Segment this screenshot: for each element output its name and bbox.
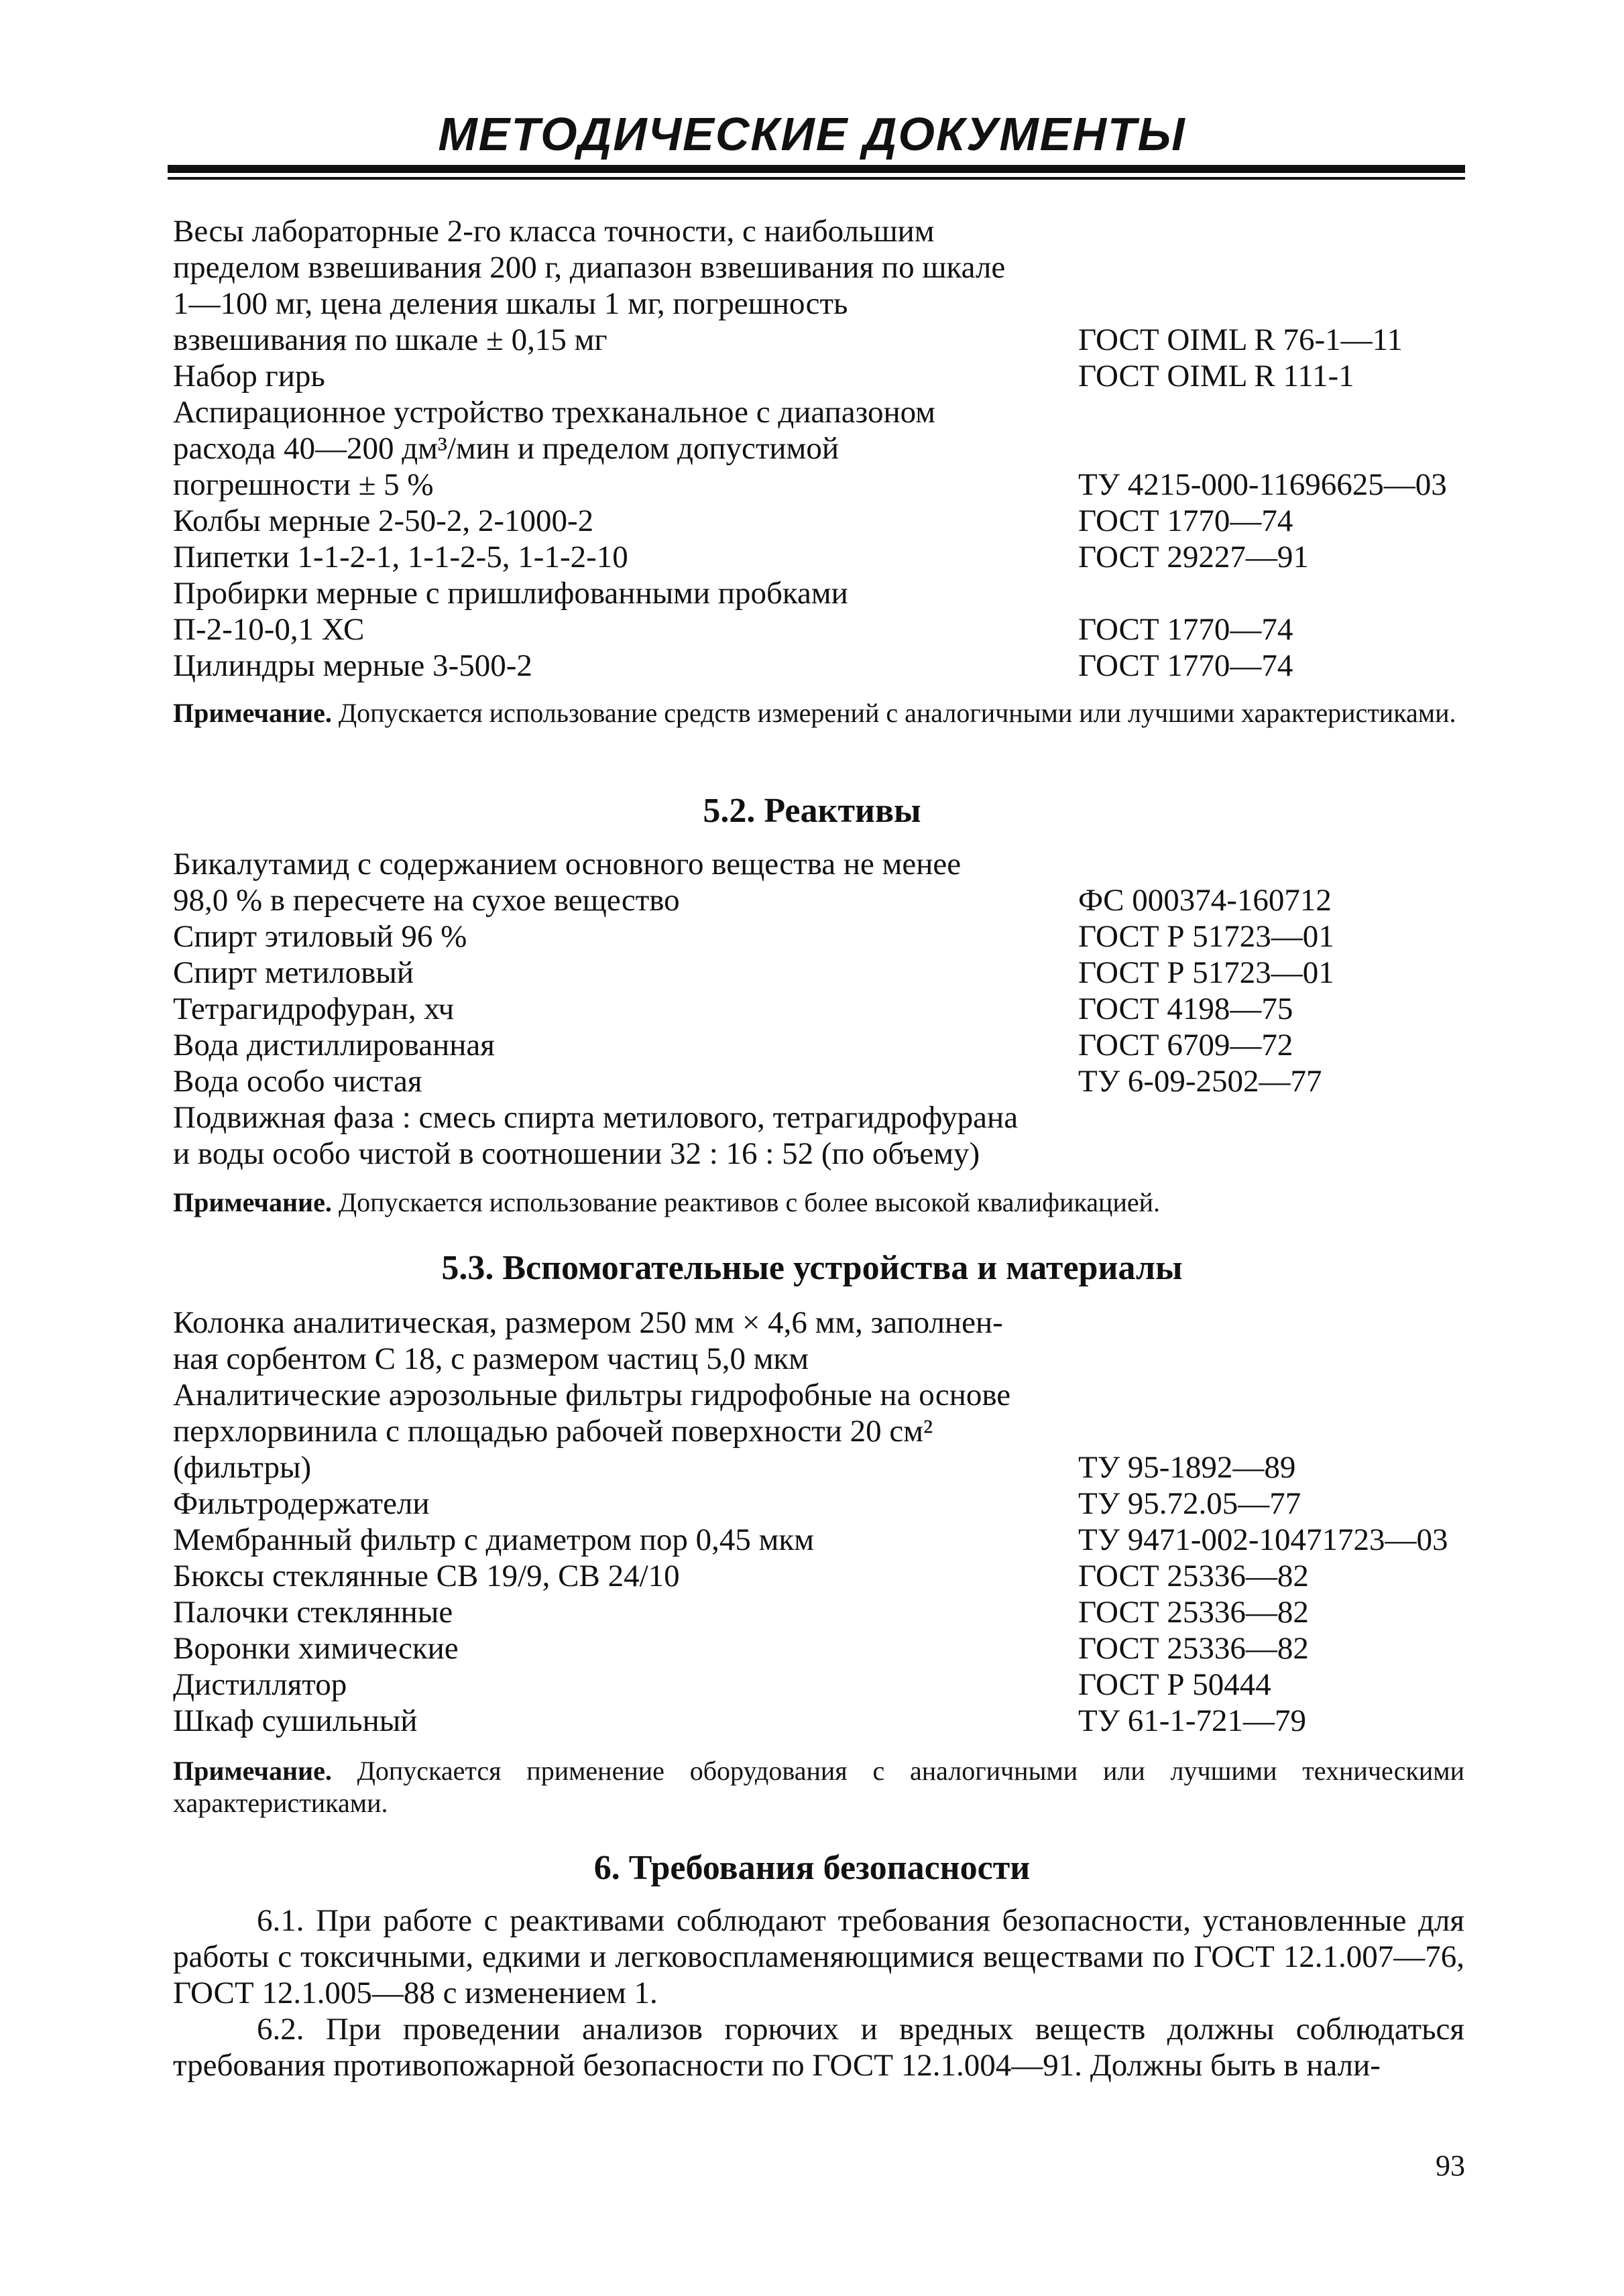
reagents-list [173, 846, 1466, 1172]
page-number: 93 [1436, 2149, 1465, 2182]
standard-ref: ГОСТ 4198—75 [1078, 991, 1293, 1026]
standard-ref: ФС 000374-160712 [1078, 883, 1332, 918]
list-row [173, 249, 1466, 286]
item-text: Пробирки мерные с пришлифованными пробками [173, 576, 848, 611]
running-head: МЕТОДИЧЕСКИЕ ДОКУМЕНТЫ [438, 108, 1186, 160]
item-text: Бюксы стеклянные СВ 19/9, СВ 24/10 [173, 1559, 680, 1593]
auxiliary-list [173, 1305, 1466, 1739]
list-row [173, 1594, 1466, 1630]
header-rule-thin [168, 177, 1465, 180]
item-text: Набор гирь [173, 359, 325, 394]
list-row [173, 503, 1466, 539]
standard-ref: ГОСТ OIML R 111-1 [1078, 359, 1354, 394]
item-text: расхода 40—200 дм³/мин и пределом допустимой [173, 431, 839, 466]
list-row [173, 1136, 1466, 1172]
reagents-note [173, 1187, 1464, 1219]
item-text: Мембранный фильтр с диаметром пор 0,45 мкм [173, 1522, 814, 1557]
standard-ref: ТУ 4215-000-11696625—03 [1078, 467, 1447, 502]
list-row [173, 846, 1466, 882]
standard-ref: ТУ 95-1892—89 [1078, 1450, 1296, 1485]
header-rule-thick [168, 165, 1465, 173]
item-text: и воды особо чистой в соотношении 32 : 16 : 52 (по объему) [173, 1136, 980, 1171]
standard-ref: ГОСТ Р 51723—01 [1078, 919, 1334, 954]
item-text: Тетрагидрофуран, хч [173, 991, 455, 1026]
list-row [173, 991, 1466, 1027]
standard-ref: ГОСТ 1770—74 [1078, 503, 1293, 538]
list-row [173, 1630, 1466, 1667]
item-text: 98,0 % в пересчете на сухое вещество [173, 883, 680, 918]
list-row [173, 1341, 1466, 1377]
standard-ref: ГОСТ Р 50444 [1078, 1667, 1271, 1702]
list-row [173, 1027, 1466, 1063]
item-text: Воронки химические [173, 1631, 459, 1666]
list-row [173, 430, 1466, 467]
item-text: Аналитические аэрозольные фильтры гидрофобные на основе [173, 1378, 1011, 1412]
list-row [173, 286, 1466, 322]
item-text: Аспирационное устройство трехканальное с диапазоном [173, 395, 935, 430]
standard-ref: ГОСТ OIML R 76-1—11 [1078, 322, 1403, 357]
equipment-list [173, 213, 1466, 684]
list-row [173, 467, 1466, 503]
list-row [173, 322, 1466, 358]
list-row [173, 611, 1466, 648]
list-row [173, 575, 1466, 611]
item-text: взвешивания по шкале ± 0,15 мг [173, 322, 607, 357]
item-text: Подвижная фаза : смесь спирта метилового, тетрагидрофурана [173, 1100, 1019, 1135]
list-row [173, 1063, 1466, 1099]
item-text: перхлорвинила с площадью рабочей поверхности 20 см² [173, 1414, 933, 1449]
list-row [173, 1413, 1466, 1449]
item-text: погрешности ± 5 % [173, 467, 434, 502]
list-row [173, 1305, 1466, 1341]
standard-ref: ГОСТ 6709—72 [1078, 1028, 1293, 1063]
list-row [173, 1099, 1466, 1136]
standard-ref: ГОСТ 25336—82 [1078, 1559, 1309, 1593]
item-text: Спирт метиловый [173, 955, 414, 990]
safety-paragraph-2: 6.2. При проведении анализов горючих и вредных веществ должны соблюдаться требования противопожарной безопасности по ГОСТ 12.1.004—91. Должны быть в нали- [173, 2012, 1464, 2083]
list-row [173, 1703, 1466, 1739]
list-row [173, 1522, 1466, 1558]
list-row [173, 955, 1466, 991]
standard-ref: ГОСТ 25336—82 [1078, 1595, 1309, 1630]
standard-ref: ТУ 61-1-721—79 [1078, 1703, 1307, 1738]
standard-ref: ГОСТ 29227—91 [1078, 540, 1309, 575]
item-text: (фильтры) [173, 1450, 312, 1485]
standard-ref: ТУ 6-09-2502—77 [1078, 1064, 1322, 1099]
section-heading-reagents: 5.2. Реактивы [703, 792, 921, 830]
auxiliary-note [173, 1755, 1464, 1819]
item-text: Шкаф сушильный [173, 1703, 418, 1738]
note-label: Примечание. [173, 1187, 332, 1217]
section-heading-safety: 6. Требования безопасности [593, 1849, 1031, 1887]
item-text: 1—100 мг, цена деления шкалы 1 мг, погрешность [173, 286, 848, 321]
item-text: ная сорбентом С 18, с размером частиц 5,0 мкм [173, 1341, 809, 1376]
list-row [173, 648, 1466, 684]
item-text: Фильтродержатели [173, 1486, 430, 1521]
note-text: Допускается использование средств измерений с аналогичными или лучшими характеристиками. [331, 698, 1456, 728]
list-row [173, 394, 1466, 430]
item-text: Вода особо чистая [173, 1064, 422, 1099]
item-text: Дистиллятор [173, 1667, 347, 1702]
item-text: Спирт этиловый 96 % [173, 919, 467, 954]
safety-paragraph-1: 6.1. При работе с реактивами соблюдают требования безопасности, установленные для работы с токсичными, едкими и легковоспламеняющимися веществами по ГОСТ 12.1.007—76, ГОСТ 12.1.005—88 с изменением 1. [173, 1903, 1464, 2010]
standard-ref: ГОСТ 1770—74 [1078, 648, 1293, 683]
list-row [173, 1558, 1466, 1594]
item-text: Бикалутамид с содержанием основного вещества не менее [173, 847, 962, 882]
list-row [173, 1486, 1466, 1522]
section-heading-auxiliary: 5.3. Вспомогательные устройства и материалы [441, 1249, 1183, 1287]
standard-ref: ГОСТ Р 51723—01 [1078, 955, 1334, 990]
item-text: Пипетки 1-1-2-1, 1-1-2-5, 1-1-2-10 [173, 540, 628, 575]
item-text: Цилиндры мерные 3-500-2 [173, 648, 532, 683]
item-text: Палочки стеклянные [173, 1595, 453, 1630]
standard-ref: ГОСТ 1770—74 [1078, 612, 1293, 647]
item-text: Колбы мерные 2-50-2, 2-1000-2 [173, 503, 594, 538]
list-row [173, 213, 1466, 249]
list-row [173, 1377, 1466, 1413]
item-text: пределом взвешивания 200 г, диапазон взвешивания по шкале [173, 250, 1006, 285]
standard-ref: ГОСТ 25336—82 [1078, 1631, 1309, 1666]
item-text: Вода дистиллированная [173, 1028, 495, 1063]
item-text: Весы лабораторные 2-го класса точности, с наибольшим [173, 214, 935, 249]
standard-ref: ТУ 9471-002-10471723—03 [1078, 1522, 1448, 1557]
note-text: Допускается использование реактивов с более высокой квалификацией. [331, 1187, 1161, 1217]
list-row [173, 358, 1466, 394]
note-label: Примечание. [173, 698, 332, 728]
item-text: П-2-10-0,1 ХС [173, 612, 365, 647]
list-row [173, 1667, 1466, 1703]
list-row [173, 918, 1466, 955]
note-label: Примечание. [173, 1756, 332, 1786]
item-text: Колонка аналитическая, размером 250 мм × 4,6 мм, заполнен- [173, 1305, 1003, 1340]
list-row [173, 882, 1466, 918]
equipment-note [173, 697, 1464, 729]
list-row [173, 1449, 1466, 1486]
standard-ref: ТУ 95.72.05—77 [1078, 1486, 1301, 1521]
note-text: Допускается применение оборудования с аналогичными или лучшими техническими характеристиками. [173, 1756, 1464, 1818]
list-row [173, 539, 1466, 575]
